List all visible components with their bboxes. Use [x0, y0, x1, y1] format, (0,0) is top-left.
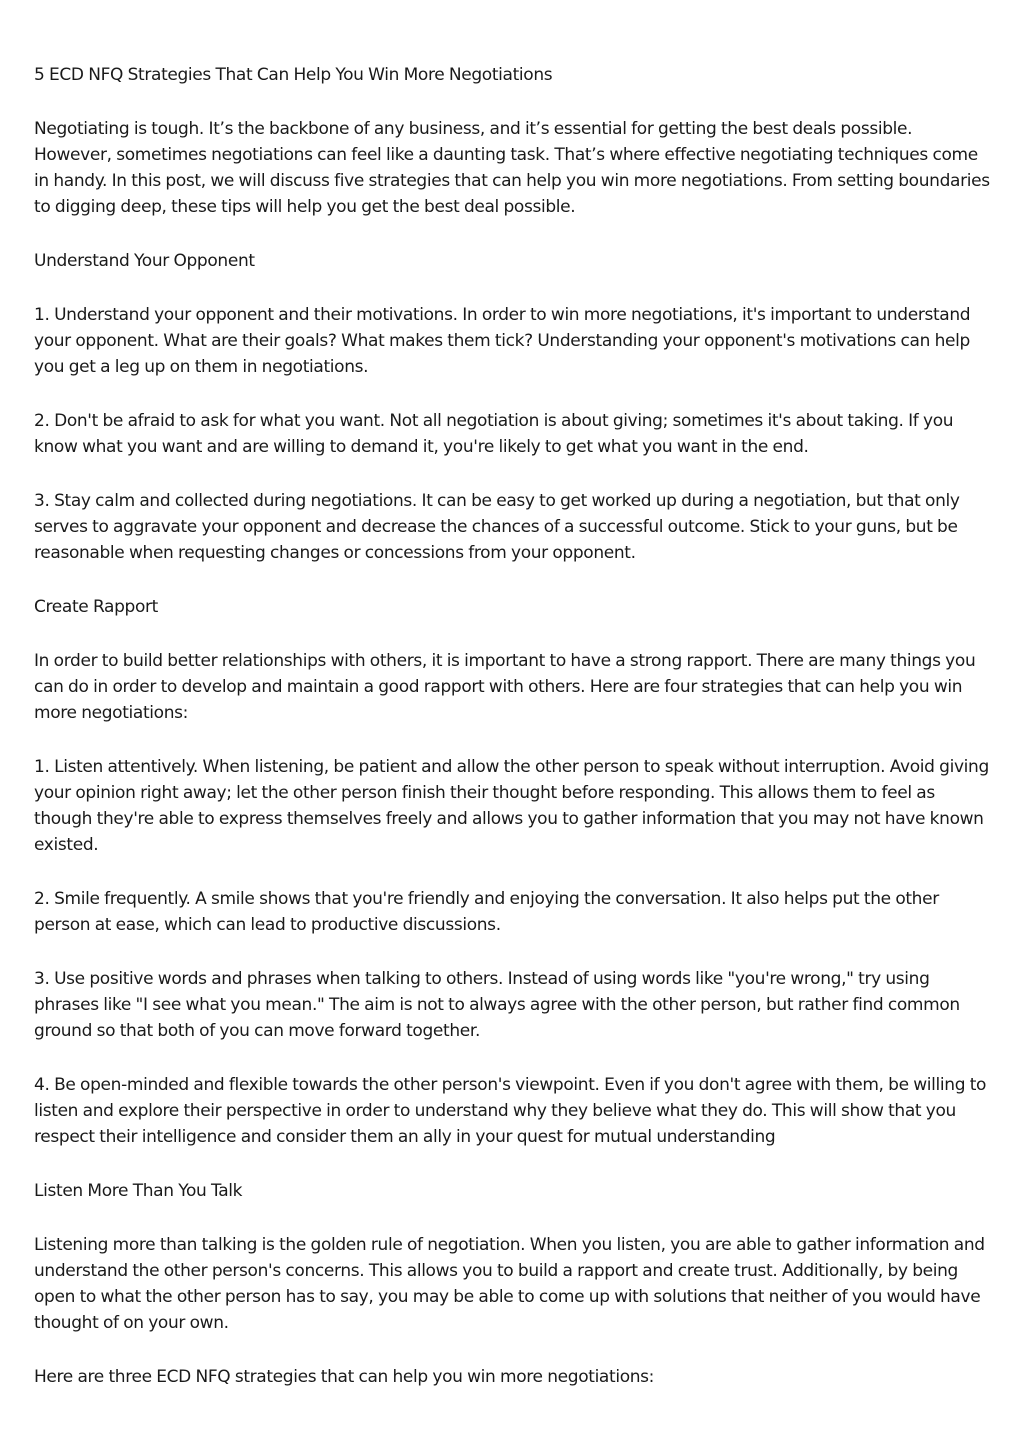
list-item-smile-frequently: 2. Smile frequently. A smile shows that you're friendly and enjoying the conversation. It also helps put the other person at ease, which can lead to productive discussions. — [34, 889, 939, 935]
section-heading-understand-opponent: Understand Your Opponent — [34, 251, 255, 271]
list-item-ask-for-what-you-want: 2. Don't be afraid to ask for what you want. Not all negotiation is about giving; sometimes it's about taking. If you know what you want and are willing to demand it, you're likely to get what you want in the end. — [34, 411, 954, 457]
closing-paragraph: Here are three ECD NFQ strategies that can help you win more negotiations: — [34, 1367, 655, 1387]
list-item-understand-motivations: 1. Understand your opponent and their motivations. In order to win more negotiations, it's important to understand your opponent. What are their goals? What makes them tick? Understanding your opponent's motivations can help you get a leg up on them in negotiations. — [34, 305, 971, 377]
rapport-intro-paragraph: In order to build better relationships with others, it is important to have a strong rapport. There are many things you can do in order to develop and maintain a good rapport with others. Here are four strategies that can help you win more negotiations: — [34, 651, 976, 723]
intro-paragraph: Negotiating is tough. It’s the backbone of any business, and it’s essential for getting the best deals possible. However, sometimes negotiations can feel like a daunting task. That’s where effective negotiating techniques come in handy. In this post, we will discuss five strategies that can help you win more negotiations. From setting boundaries to digging deep, these tips will help you get the best deal possible. — [34, 119, 990, 217]
list-item-positive-words: 3. Use positive words and phrases when talking to others. Instead of using words like "you're wrong," try using phrases like "I see what you mean." The aim is not to always agree with the other person, but rather find common ground so that both of you can move forward together. — [34, 969, 960, 1041]
list-item-open-minded: 4. Be open-minded and flexible towards the other person's viewpoint. Even if you don't agree with them, be willing to listen and explore their perspective in order to understand why they believe what they do. This will show that you respect their intelligence and consider them an ally in your quest for mutual understanding — [34, 1075, 987, 1147]
listen-more-paragraph: Listening more than talking is the golden rule of negotiation. When you listen, you are able to gather information and understand the other person's concerns. This allows you to build a rapport and create trust. Additionally, by being open to what the other person has to say, you may be able to come up with solutions that neither of you would have thought of on your own. — [34, 1235, 985, 1333]
list-item-listen-attentively: 1. Listen attentively. When listening, be patient and allow the other person to speak without interruption. Avoid giving your opinion right away; let the other person finish their thought before responding. This allows them to feel as though they're able to express themselves freely and allows you to gather information that you may not have known existed. — [34, 757, 989, 855]
section-heading-listen-more: Listen More Than You Talk — [34, 1181, 243, 1201]
section-heading-create-rapport: Create Rapport — [34, 597, 158, 617]
list-item-stay-calm: 3. Stay calm and collected during negotiations. It can be easy to get worked up during a negotiation, but that only serves to aggravate your opponent and decrease the chances of a successful outcome. Stick to your guns, but be reasonable when requesting changes or concessions from your opponent. — [34, 491, 960, 563]
document-title: 5 ECD NFQ Strategies That Can Help You Win More Negotiations — [34, 65, 553, 85]
